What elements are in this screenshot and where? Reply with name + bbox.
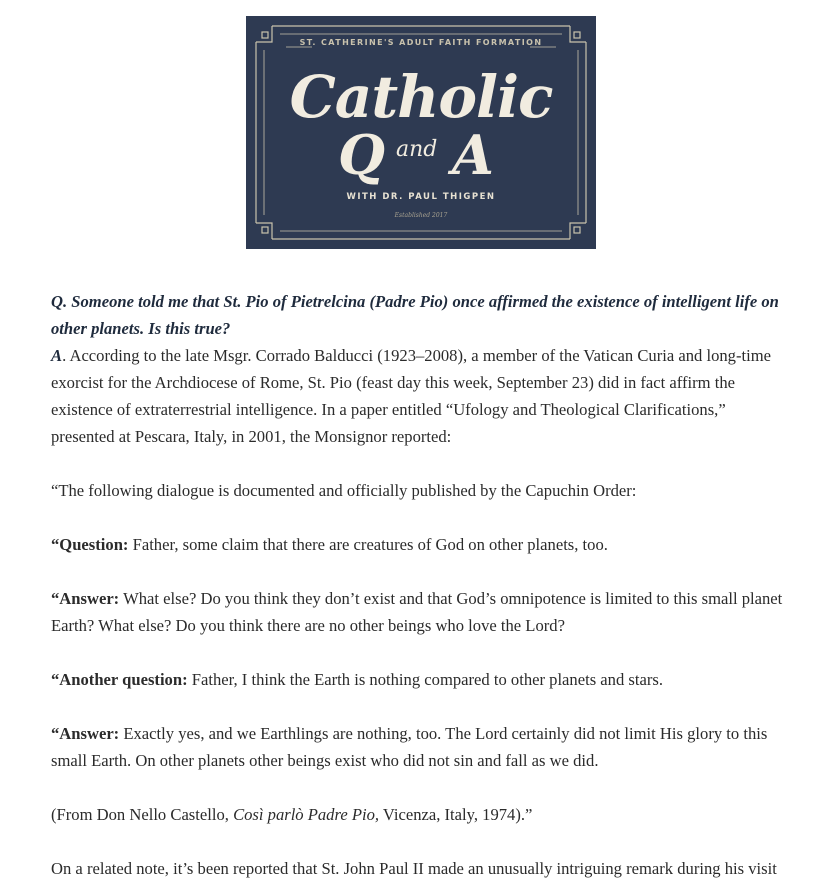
answer-label: “Answer: bbox=[51, 724, 120, 743]
question-text: Father, some claim that there are creatures of God on other planets, too. bbox=[128, 535, 608, 554]
next-paragraph: On a related note, it’s been reported that St. John Paul II made an unusually intriguing remark during his visit bbox=[51, 859, 777, 878]
answer-lead: A bbox=[51, 346, 63, 365]
article-body bbox=[51, 288, 786, 882]
answer-label: “Answer: bbox=[51, 589, 120, 608]
source-citation bbox=[51, 801, 786, 828]
dialogue-question-1 bbox=[51, 531, 786, 558]
banner-title-q: Q bbox=[338, 123, 386, 187]
source-suffix: Vicenza, Italy, 1974).” bbox=[379, 805, 533, 824]
dialogue-intro: “The following dialogue is documented and officially published by the Capuchin Order: bbox=[51, 481, 637, 500]
question-label: “Another question: bbox=[51, 670, 188, 689]
banner-title-and: and bbox=[396, 137, 438, 162]
dialogue-question-2 bbox=[51, 666, 786, 693]
catholic-qa-banner bbox=[246, 16, 596, 249]
reader-question: Q. Someone told me that St. Pio of Pietrelcina (Padre Pio) once affirmed the existence of intelligent life on other planets. Is this true? bbox=[51, 292, 779, 338]
dialogue-answer-2 bbox=[51, 720, 786, 774]
banner-title-a: A bbox=[452, 123, 494, 187]
banner-subtitle: ST. CATHERINE'S ADULT FAITH FORMATION bbox=[299, 38, 543, 47]
dialogue-answer-1 bbox=[51, 585, 786, 639]
banner-title-catholic: Catholic bbox=[289, 63, 553, 131]
answer-body: . According to the late Msgr. Corrado Balducci (1923–2008), a member of the Vatican Curia and long-time exorcist for the Archdiocese of Rome, St. Pio (feast day this week, September 23) did in fact affirm the existence of extraterrestrial intelligence. In a paper entitled “Ufology and Theological Clarifications,” presented at Pescara, Italy, in 2001, the Monsignor reported: bbox=[51, 346, 771, 446]
banner-established: Established 2017 bbox=[394, 212, 448, 219]
banner-author-line: WITH DR. PAUL THIGPEN bbox=[346, 192, 496, 202]
question-label: “Question: bbox=[51, 535, 129, 554]
answer-paragraph bbox=[51, 342, 786, 450]
source-book-title: Così parlò Padre Pio, bbox=[233, 805, 380, 824]
source-prefix: (From Don Nello Castello, bbox=[51, 805, 234, 824]
answer-text: What else? Do you think they don’t exist and that God’s omnipotence is limited to this small planet Earth? What else? Do you think there are no other beings who love the Lord? bbox=[51, 589, 783, 635]
answer-text: Exactly yes, and we Earthlings are nothing, too. The Lord certainly did not limit His glory to this small Earth. On other planets other beings exist who did not sin and fall as we did. bbox=[51, 724, 768, 770]
question-text: Father, I think the Earth is nothing compared to other planets and stars. bbox=[187, 670, 663, 689]
